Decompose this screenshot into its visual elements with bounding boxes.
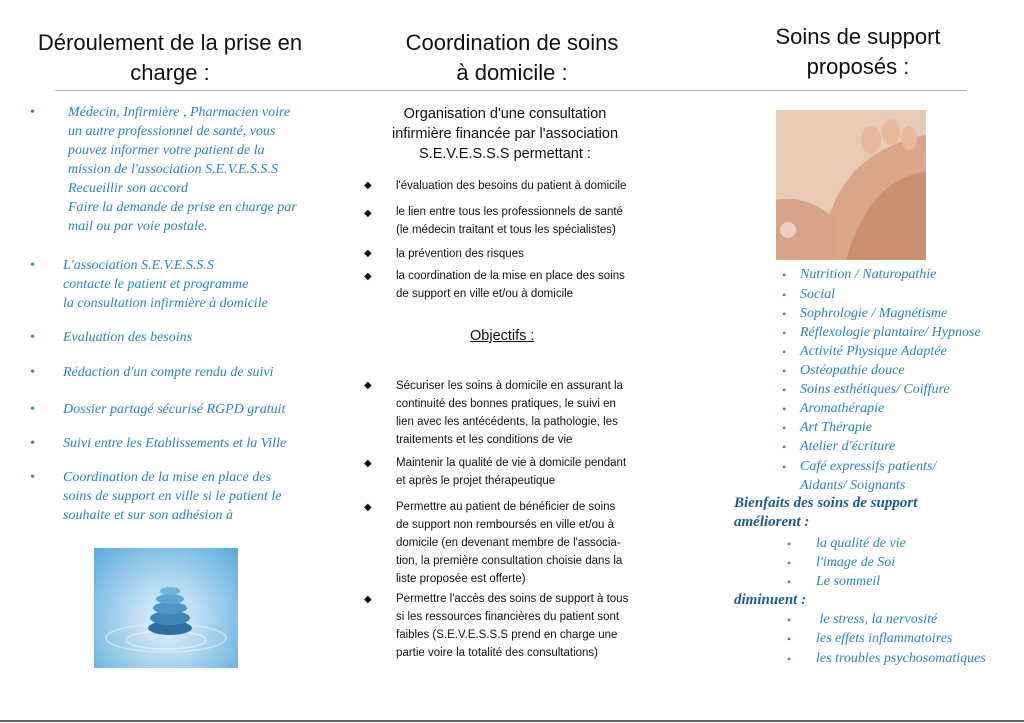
- bullet-icon: •: [782, 383, 787, 397]
- list-item: • Coordination de la mise en place des soins de support en ville si le patient le souhaite et sur son adhésion à: [30, 470, 282, 523]
- diamond-bullet-icon: ◆: [364, 594, 372, 605]
- list-item: • L'association S.E.V.E.S.S.S contacte le patient et programme la consultation infirmière à domicile: [30, 258, 268, 311]
- bienfaits-heading: Bienfaits des soins de support améliorent :: [734, 495, 918, 530]
- bullet-icon: •: [30, 436, 35, 451]
- list-item: Permettre l'accès des soins de support à tous si les ressources financières du patient sont faibles (S.E.V.E.S.S.S prend en charge une partie voire la totalité des consultations): [396, 593, 629, 659]
- list-item: l'image de Soi: [816, 555, 896, 570]
- bullet-icon: •: [782, 421, 787, 435]
- bullet-icon: •: [782, 440, 787, 454]
- intro-text: Organisation d'une consultation infirmière financée par l'association S.E.V.E.S.S.S permettant :: [391, 106, 619, 162]
- list-item: Art Thérapie: [800, 420, 872, 435]
- bullet-icon: •: [782, 268, 787, 282]
- bullet-icon: •: [782, 345, 787, 359]
- list-item: Aromathérapie: [800, 401, 885, 416]
- list-item: Activité Physique Adaptée: [800, 344, 947, 359]
- bullet-icon: •: [30, 470, 35, 485]
- bullet-icon: •: [787, 652, 792, 666]
- list-item: • Médecin, Infirmière , Pharmacien voire un autre professionnel de santé, vous pouvez informer votre patient de la mission de l'association S.E.V.E.S.S.S Recueillir son accord Faire la demande de prise en charge par mail ou par voie postale.: [30, 105, 297, 234]
- bullet-icon: •: [782, 288, 787, 302]
- diamond-bullet-icon: ◆: [364, 458, 372, 469]
- bullet-icon: •: [30, 402, 35, 417]
- list-item: Soins esthétiques/ Coiffure: [800, 382, 950, 397]
- list-item: Permettre au patient de bénéficier de soins de support non remboursés en ville et/ou à domicile (en devenant membre de l'associa- tion, la première consultation choisie dans la liste proposée est offerte): [396, 501, 623, 585]
- list-item: Sécuriser les soins à domicile en assurant la continuité des bonnes pratiques, le suivi en lien avec les antécédents, la pathologie, les traitements et les conditions de vie: [396, 380, 623, 446]
- list-item: • Dossier partagé sécurisé RGPD gratuit: [30, 402, 286, 417]
- list-item: Maintenir la qualité de vie à domicile pendant et après le projet thérapeutique: [396, 457, 627, 487]
- list-item: la coordination de la mise en place des soins de support en ville et/ou à domicile: [396, 270, 625, 300]
- list-item: Atelier d'écriture: [800, 439, 896, 454]
- page-bottom-border: [0, 720, 1024, 722]
- list-item: les troubles psychosomatiques: [816, 651, 986, 666]
- list-item: le stress, la nervosité: [816, 612, 938, 627]
- bullet-icon: •: [30, 365, 35, 380]
- diamond-bullet-icon: ◆: [364, 502, 372, 513]
- list-item: • Evaluation des besoins: [30, 330, 193, 345]
- diamond-bullet-icon: ◆: [364, 208, 372, 219]
- bullet-icon: •: [787, 613, 792, 627]
- list-item: Réflexologie plantaire/ Hypnose: [800, 325, 981, 340]
- objectifs-heading: Objectifs :: [470, 328, 535, 344]
- bullet-icon: •: [787, 537, 792, 551]
- list-item: le lien entre tous les professionnels de santé (le médecin traitant et tous les spécialistes): [396, 206, 623, 236]
- diamond-bullet-icon: ◆: [364, 380, 372, 391]
- list-item: Café expressifs patients/ Aidants/ Soignants: [800, 459, 937, 493]
- list-item: • Rédaction d'un compte rendu de suivi: [30, 365, 274, 380]
- foot-massage-photo: [776, 110, 926, 260]
- bullet-icon: •: [782, 460, 787, 474]
- bullet-icon: •: [30, 258, 35, 273]
- header-divider: [55, 90, 967, 91]
- bullet-icon: •: [782, 364, 787, 378]
- zen-stones-image: [94, 548, 238, 668]
- bullet-icon: •: [787, 632, 792, 646]
- list-item: Ostéopathie douce: [800, 363, 905, 378]
- bullet-icon: •: [782, 307, 787, 321]
- list-item: la prévention des risques: [396, 248, 524, 260]
- left-column-title: Déroulement de la prise en charge :: [37, 30, 303, 85]
- right-column-title: Soins de support proposés :: [775, 24, 941, 79]
- diamond-bullet-icon: ◆: [364, 248, 372, 259]
- bullet-icon: •: [30, 105, 35, 120]
- list-item: Social: [800, 287, 835, 302]
- bullet-icon: •: [30, 330, 35, 345]
- bullet-icon: •: [782, 402, 787, 416]
- diminuent-heading: diminuent :: [734, 592, 807, 608]
- list-item: Le sommeil: [816, 574, 881, 589]
- middle-column-title: Coordination de soins à domicile :: [405, 30, 619, 85]
- list-item: Sophrologie / Magnétisme: [800, 306, 948, 321]
- bullet-icon: •: [787, 556, 792, 570]
- list-item: les effets inflammatoires: [816, 631, 953, 646]
- bullet-icon: •: [782, 326, 787, 340]
- bullet-icon: •: [787, 575, 792, 589]
- list-item: l'évaluation des besoins du patient à domicile: [396, 180, 627, 192]
- list-item: • Suivi entre les Etablissements et la Ville: [30, 436, 287, 451]
- list-item: Nutrition / Naturopathie: [800, 267, 937, 282]
- list-item: la qualité de vie: [816, 536, 906, 551]
- diamond-bullet-icon: ◆: [364, 271, 372, 282]
- diamond-bullet-icon: ◆: [364, 180, 372, 191]
